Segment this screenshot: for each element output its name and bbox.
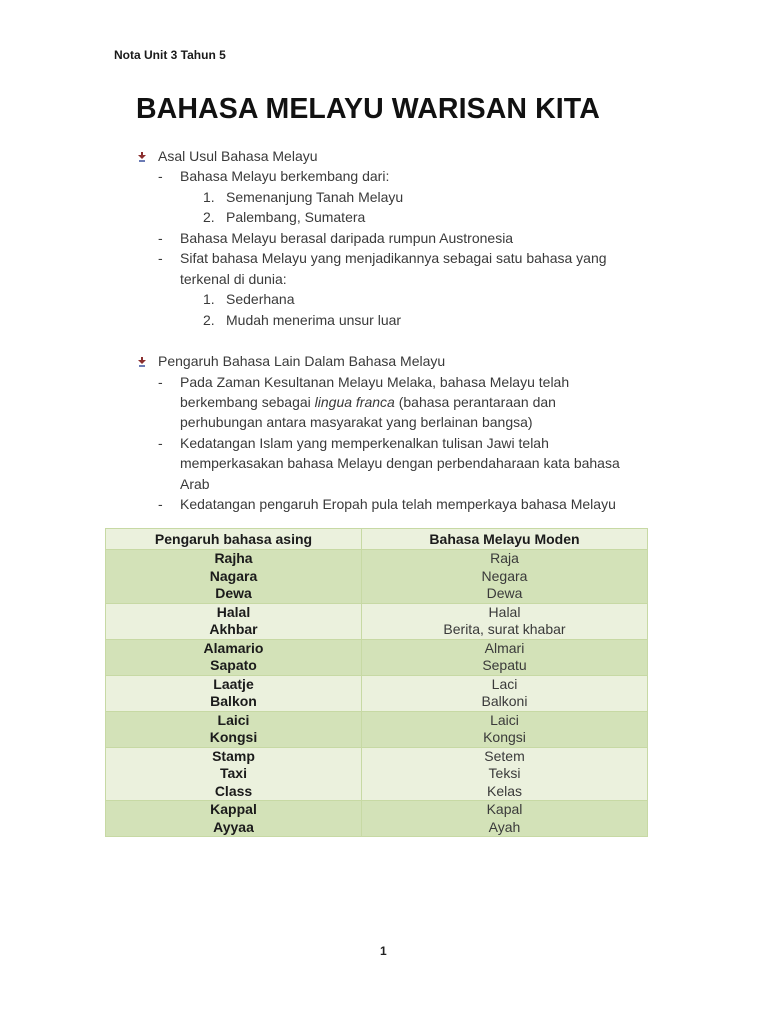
modern-words: Raja Negara Dewa [362,550,648,604]
foreign-words: Laici Kongsi [106,711,362,747]
table-row [106,711,648,747]
table-row [106,603,648,639]
table-header-modern: Bahasa Melayu Moden [362,529,648,550]
list-item: Pada Zaman Kesultanan Melayu Melaka, bahasa Melayu telah [180,374,570,390]
dash-marker: - [158,230,163,246]
list-item: memperkasakan bahasa Melayu dengan perbendaharaan kata bahasa [180,455,620,471]
table-header-foreign: Pengaruh bahasa asing [106,529,362,550]
list-item: Kedatangan Islam yang memperkenalkan tulisan Jawi telah [180,435,549,451]
list-item: Sederhana [226,291,295,307]
dash-marker: - [158,168,163,184]
list-item: Kedatangan pengaruh Eropah pula telah memperkaya bahasa Melayu [180,496,616,512]
list-number: 2. [203,312,215,328]
foreign-words: Rajha Nagara Dewa [106,550,362,604]
list-item: berkembang sebagai lingua franca (bahasa perantaraan dan [180,394,556,410]
dash-marker: - [158,435,163,451]
foreign-words: Halal Akhbar [106,603,362,639]
modern-words: Laici Kongsi [362,711,648,747]
dash-marker: - [158,250,163,266]
table-row [106,747,648,801]
modern-words: Kapal Ayah [362,801,648,837]
table-row [106,639,648,675]
bullet-arrow-icon [136,356,148,368]
foreign-words: Kappal Ayyaa [106,801,362,837]
list-number: 2. [203,209,215,225]
list-number: 1. [203,189,215,205]
foreign-words: Stamp Taxi Class [106,747,362,801]
foreign-words: Laatje Balkon [106,675,362,711]
page-title: BAHASA MELAYU WARISAN KITA [136,93,600,125]
page-number: 1 [380,944,387,958]
list-number: 1. [203,291,215,307]
foreign-words: Alamario Sapato [106,639,362,675]
modern-words: Halal Berita, surat khabar [362,603,648,639]
section-heading: Pengaruh Bahasa Lain Dalam Bahasa Melayu [158,353,446,369]
bullet-arrow-icon [136,151,148,163]
list-item: terkenal di dunia: [180,271,287,287]
dash-marker: - [158,496,163,512]
section-heading: Asal Usul Bahasa Melayu [158,148,318,164]
table-row [106,675,648,711]
table-row [106,801,648,837]
list-item: Bahasa Melayu berkembang dari: [180,168,390,184]
modern-words: Laci Balkoni [362,675,648,711]
list-item: Arab [180,476,210,492]
modern-words: Almari Sepatu [362,639,648,675]
list-item: Mudah menerima unsur luar [226,312,402,328]
dash-marker: - [158,374,163,390]
modern-words: Setem Teksi Kelas [362,747,648,801]
list-item: Sifat bahasa Melayu yang menjadikannya sebagai satu bahasa yang [180,250,607,266]
table-row [106,550,648,604]
list-item: Palembang, Sumatera [226,209,366,225]
list-item: Semenanjung Tanah Melayu [226,189,404,205]
list-item: Bahasa Melayu berasal daripada rumpun Austronesia [180,230,514,246]
list-item: perhubungan antara masyarakat yang berlainan bangsa) [180,414,533,430]
header-note: Nota Unit 3 Tahun 5 [114,48,226,62]
vocabulary-table [105,528,648,837]
